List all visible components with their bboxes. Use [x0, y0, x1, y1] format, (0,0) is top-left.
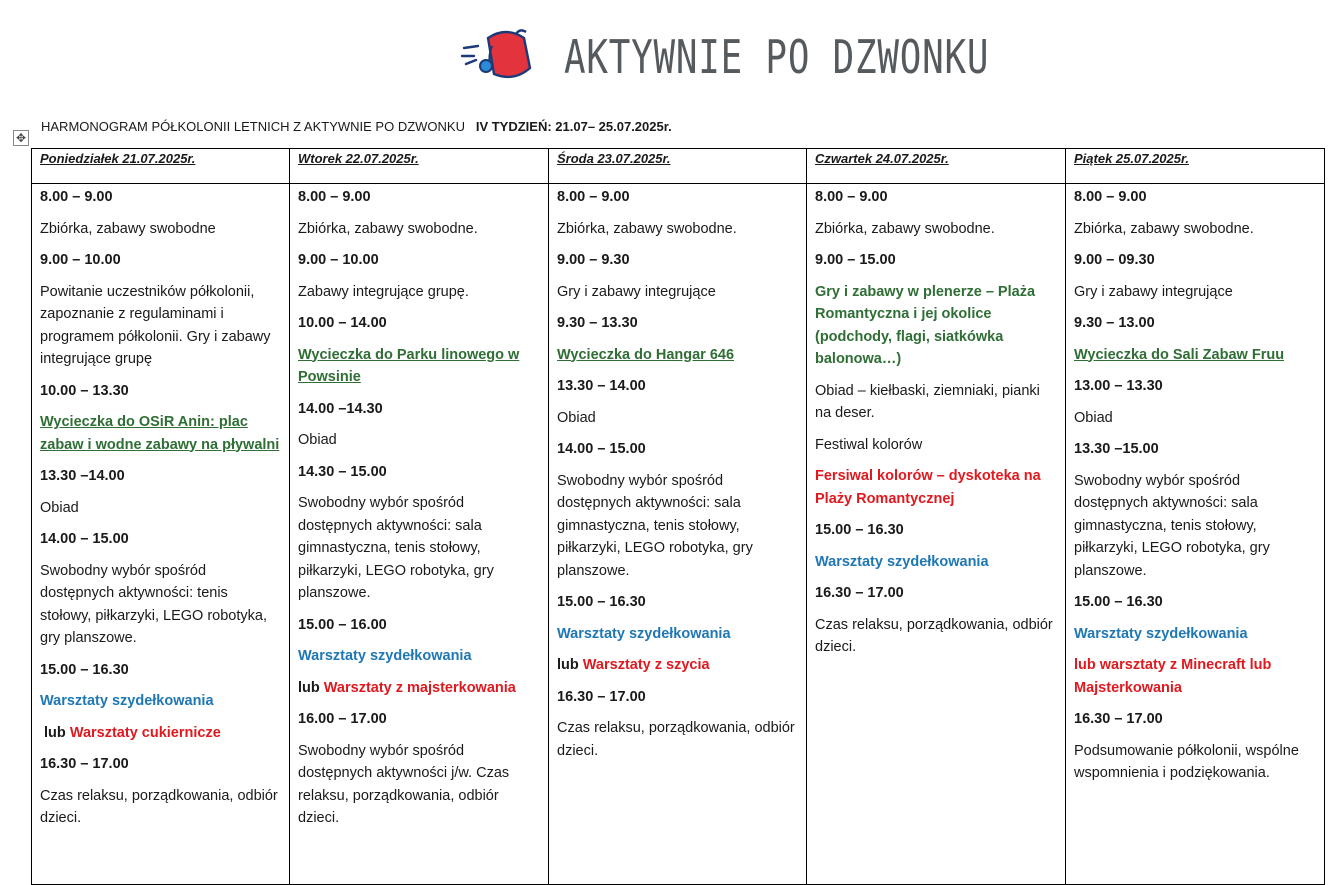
activity-text: Swobodny wybór spośród dostępnych aktywności: sala gimnastyczna, tenis stołowy, piłkarzyki, LEGO robotyka, gry planszowe.: [298, 495, 494, 601]
activity-text: Zabawy integrujące grupę.: [298, 283, 469, 300]
time-slot: 16.30 – 17.00: [1074, 711, 1163, 727]
alternative-activity: Warsztaty z szycia: [582, 657, 710, 673]
activity-text: Zbiórka, zabawy swobodne: [40, 220, 216, 237]
time-slot: 13.30 – 14.00: [557, 378, 646, 394]
alternative-lead: lub: [298, 679, 324, 696]
logo-text: AKTYWNIE PO DZWONKU: [564, 30, 990, 84]
alternative-activity: Warsztaty z majsterkowania: [323, 679, 516, 696]
activity-text: Obiad: [298, 432, 337, 448]
time-slot: 9.00 – 09.30: [1074, 252, 1155, 268]
workshop-label: Warsztaty szydełkowania: [557, 625, 731, 642]
activity-text: Festiwal kolorów: [815, 436, 923, 453]
activity-text: Czas relaksu, porządkowania, odbiór dzieci.: [557, 720, 795, 759]
day-header: Wtorek 22.07.2025r.: [290, 149, 549, 184]
time-slot: 8.00 – 9.00: [40, 189, 113, 205]
trip-label: Wycieczka do Hangar 646: [557, 346, 735, 363]
time-slot: 8.00 – 9.00: [557, 189, 630, 205]
day-column: [549, 184, 807, 885]
schedule-table: [31, 148, 1325, 885]
day-column: [807, 184, 1066, 885]
time-slot: 15.00 – 16.00: [298, 616, 387, 633]
workshop-label: Warsztaty szydełkowania: [815, 553, 989, 570]
time-slot: 13.30 –15.00: [1074, 441, 1159, 457]
time-slot: 14.00 – 15.00: [557, 441, 646, 457]
day-column: [32, 184, 290, 885]
time-slot: 10.00 – 13.30: [40, 382, 129, 399]
workshop-label: Warsztaty szydełkowania: [298, 648, 472, 664]
activity-text: Powitanie uczestników półkolonii, zapoznanie z regulaminami i programem półkolonii. Gry i zabawy integrujące grupę: [40, 283, 271, 367]
activity-text: Zbiórka, zabawy swobodne.: [815, 220, 995, 237]
time-slot: 13.30 –14.00: [40, 468, 125, 484]
event-highlight: Fersiwal kolorów – dyskoteka na Plaży Romantycznej: [815, 468, 1041, 507]
heading-week: IV TYDZIEŃ: 21.07– 25.07.2025r.: [475, 119, 672, 134]
heading-prefix: HARMONOGRAM PÓŁKOLONII LETNICH Z AKTYWNIE PO DZWONKU: [41, 119, 465, 134]
workshop-alternative: [557, 654, 798, 677]
time-slot: 9.00 – 10.00: [40, 252, 121, 268]
trip-label: Gry i zabawy w plenerze – Plaża Romantyczna i jej okolice (podchody, flagi, siatkówka balonowa…): [815, 283, 1036, 367]
day-header: Środa 23.07.2025r.: [549, 149, 807, 184]
time-slot: 15.00 – 16.30: [815, 522, 904, 538]
alternative-lead: lub: [40, 724, 70, 741]
activity-text: Gry i zabawy integrujące: [557, 283, 716, 300]
day-column: [1066, 184, 1325, 885]
document-heading: [41, 119, 672, 134]
schedule-body-row: [32, 184, 1325, 885]
time-slot: 8.00 – 9.00: [815, 189, 888, 205]
activity-text: Zbiórka, zabawy swobodne.: [298, 220, 478, 237]
day-header: Piątek 25.07.2025r.: [1066, 149, 1325, 184]
trip-label: Wycieczka do Sali Zabaw Fruu: [1074, 346, 1285, 363]
time-slot: 8.00 – 9.00: [1074, 189, 1147, 205]
activity-text: Obiad: [557, 409, 596, 426]
time-slot: 9.00 – 10.00: [298, 252, 379, 268]
activity-text: Czas relaksu, porządkowania, odbiór dzieci.: [815, 616, 1053, 655]
activity-text: Zbiórka, zabawy swobodne.: [1074, 220, 1254, 237]
bell-icon: [458, 26, 542, 88]
activity-text: Swobodny wybór spośród dostępnych aktywności: tenis stołowy, piłkarzyki, LEGO robotyka, gry planszowe.: [40, 562, 267, 646]
time-slot: 16.30 – 17.00: [40, 756, 129, 772]
logo: [458, 22, 990, 92]
alternative-activity: Warsztaty cukiernicze: [69, 724, 221, 741]
time-slot: 9.30 – 13.00: [1074, 315, 1155, 331]
event-highlight: lub warsztaty z Minecraft lub Majsterkowania: [1074, 657, 1272, 696]
activity-text: Podsumowanie półkolonii, wspólne wspomnienia i podziękowania.: [1074, 742, 1299, 781]
activity-text: Swobodny wybór spośród dostępnych aktywności: sala gimnastyczna, tenis stołowy, piłkarzyki, LEGO robotyka, gry planszowe.: [1074, 472, 1270, 579]
activity-text: Gry i zabawy integrujące: [1074, 283, 1233, 300]
activity-text: Czas relaksu, porządkowania, odbiór dzieci.: [40, 787, 278, 826]
trip-label: Wycieczka do OSiR Anin: plac zabaw i wodne zabawy na pływalni: [40, 414, 280, 453]
time-slot: 16.30 – 17.00: [815, 585, 904, 601]
time-slot: 14.00 – 15.00: [40, 531, 129, 547]
workshop-alternative: [40, 722, 281, 745]
trip-label: Wycieczka do Parku linowego w Powsinie: [298, 346, 520, 385]
time-slot: 15.00 – 16.30: [40, 661, 129, 678]
workshop-label: Warsztaty szydełkowania: [40, 693, 214, 709]
time-slot: 14.30 – 15.00: [298, 463, 387, 480]
time-slot: 15.00 – 16.30: [1074, 594, 1163, 610]
activity-text: Obiad: [1074, 409, 1113, 426]
activity-text: Zbiórka, zabawy swobodne.: [557, 220, 737, 237]
time-slot: 9.00 – 9.30: [557, 252, 630, 268]
activity-text: Obiad – kiełbaski, ziemniaki, pianki na deser.: [815, 382, 1040, 421]
schedule-header-row: [32, 149, 1325, 184]
day-header: Czwartek 24.07.2025r.: [807, 149, 1066, 184]
activity-text: Swobodny wybór spośród dostępnych aktywności j/w. Czas relaksu, porządkowania, odbiór dzieci.: [298, 742, 510, 826]
time-slot: 8.00 – 9.00: [298, 189, 371, 205]
time-slot: 10.00 – 14.00: [298, 315, 387, 331]
workshop-alternative: [298, 677, 540, 700]
time-slot: 9.00 – 15.00: [815, 252, 896, 268]
table-move-handle[interactable]: ✥: [13, 130, 29, 146]
workshop-label: Warsztaty szydełkowania: [1074, 625, 1248, 642]
time-slot: 14.00 –14.30: [298, 400, 383, 417]
time-slot: 16.30 – 17.00: [557, 688, 646, 705]
day-header: Poniedziałek 21.07.2025r.: [32, 149, 290, 184]
activity-text: Obiad: [40, 499, 79, 516]
day-column: [290, 184, 549, 885]
alternative-lead: lub: [557, 657, 583, 673]
time-slot: 9.30 – 13.30: [557, 315, 638, 331]
activity-text: Swobodny wybór spośród dostępnych aktywności: sala gimnastyczna, tenis stołowy, piłkarzyki, LEGO robotyka, gry planszowe.: [557, 472, 753, 579]
time-slot: 13.00 – 13.30: [1074, 378, 1163, 394]
time-slot: 15.00 – 16.30: [557, 594, 646, 610]
time-slot: 16.00 – 17.00: [298, 711, 387, 727]
